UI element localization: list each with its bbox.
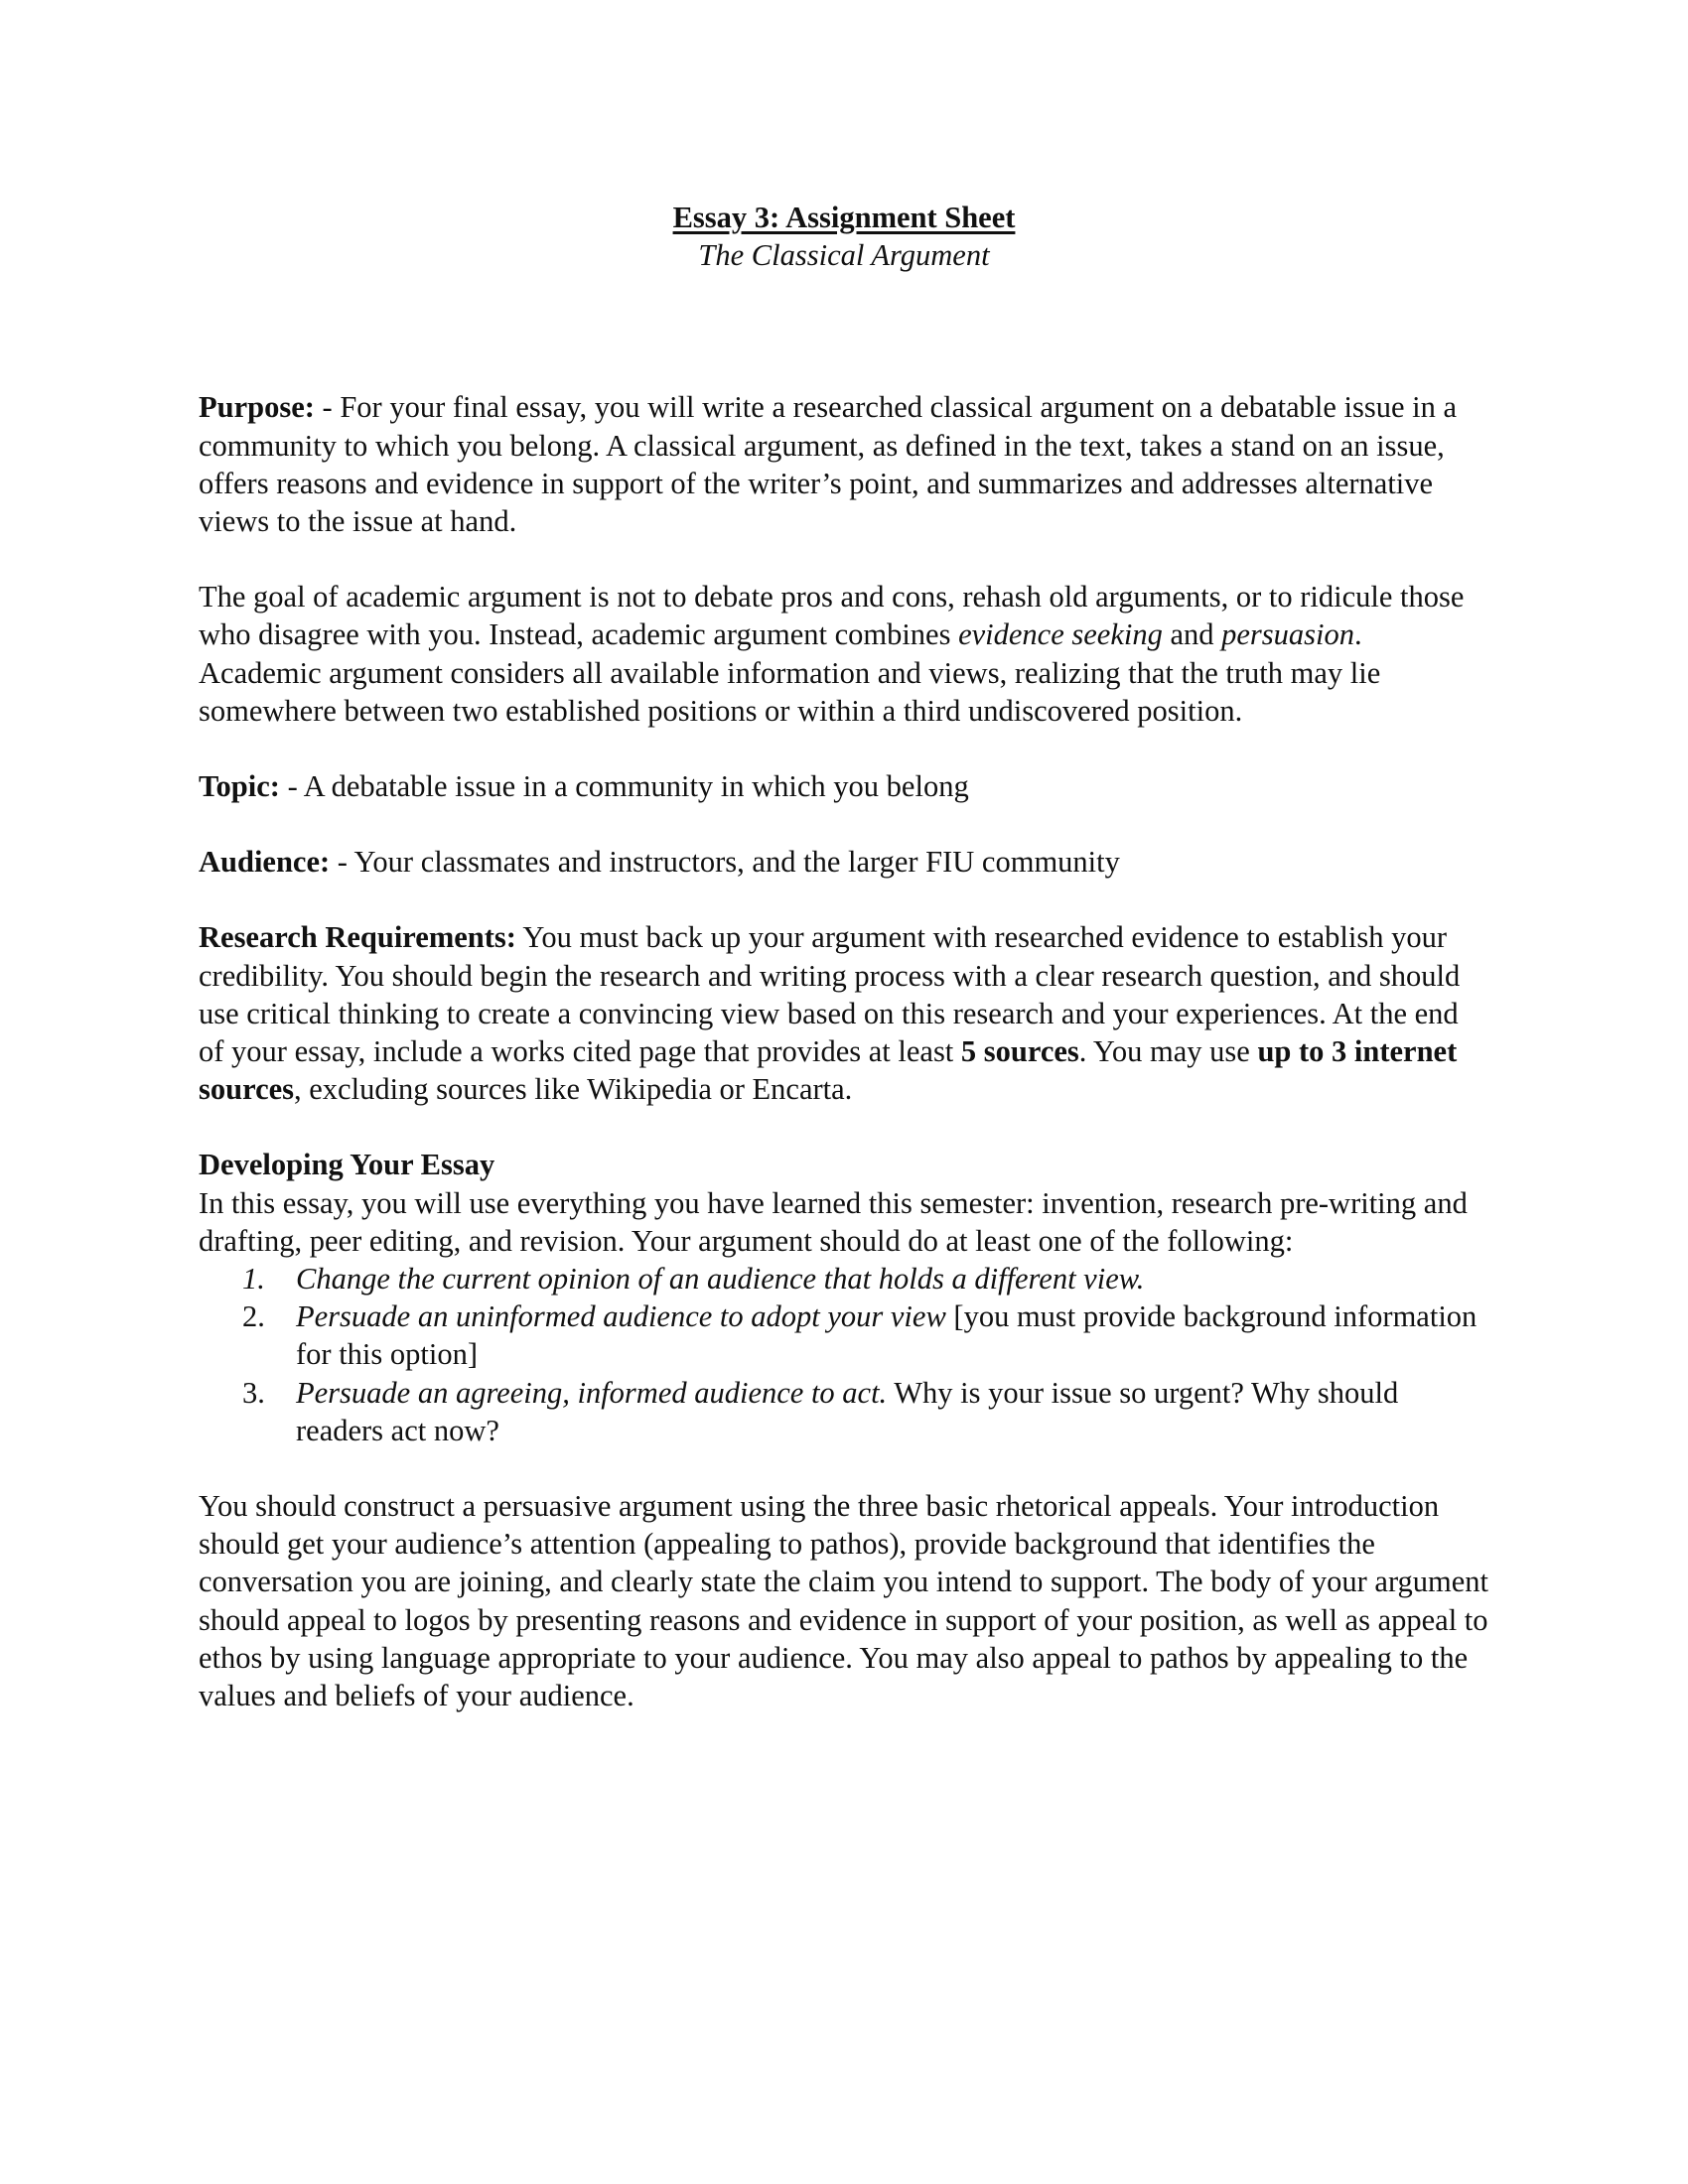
list-item-italic: Change the current opinion of an audience that holds a different view.	[296, 1262, 1145, 1297]
document-content	[199, 199, 1489, 1714]
research-text-3: , excluding sources like Wikipedia or Encarta.	[294, 1072, 853, 1107]
topic-text: - A debatable issue in a community in which you belong	[279, 769, 969, 804]
topic-label: Topic:	[199, 769, 280, 804]
options-list	[199, 1260, 1489, 1449]
developing-intro: In this essay, you will use everything you have learned this semester: invention, research pre-writing and drafting, peer editing, and revision. Your argument should do at least one of the following:	[199, 1185, 1468, 1258]
list-item-number: 1.	[242, 1262, 265, 1297]
purpose-text: - For your final essay, you will write a researched classical argument on a debatable issue in a community to which you belong. A classical argument, as defined in the text, takes a stand on an issue, offers reasons and evidence in support of the writer’s point, and summarizes and addresses alternative views to the issue at hand.	[199, 390, 1458, 539]
list-item	[199, 1297, 1489, 1373]
purpose-label: Purpose:	[199, 390, 315, 425]
title-block	[199, 199, 1489, 274]
research-text-1: You must back up your argument with researched evidence to establish your credibility. You should begin the research and writing process with a clear research question, and should use critical thinking to create a convincing view based on this research and your experiences. At the end of your essay, include a works cited page that provides at least	[199, 920, 1461, 1069]
purpose-paragraph	[199, 388, 1489, 540]
goal-emphasis-2: persuasion	[1221, 617, 1355, 652]
list-item-number: 2.	[242, 1299, 265, 1334]
list-item	[199, 1260, 1489, 1297]
list-item-italic: Persuade an uninformed audience to adopt your view	[296, 1299, 946, 1334]
developing-heading: Developing Your Essay	[199, 1148, 495, 1182]
audience-paragraph	[199, 843, 1489, 881]
research-bold-2: up to 3 internet sources	[199, 1034, 1458, 1107]
list-item	[199, 1374, 1489, 1449]
audience-label: Audience:	[199, 845, 331, 880]
research-paragraph	[199, 918, 1489, 1108]
list-item-number: 3.	[242, 1375, 265, 1410]
goal-paragraph	[199, 578, 1489, 730]
page-subtitle: The Classical Argument	[698, 238, 990, 273]
goal-emphasis-1: evidence seeking	[958, 617, 1163, 652]
list-item-text: [you must provide background information for this option]	[296, 1299, 1477, 1372]
research-text-2: . You may use	[1078, 1034, 1258, 1069]
list-item-italic: Persuade an agreeing, informed audience to act.	[296, 1375, 888, 1410]
research-label: Research Requirements:	[199, 920, 516, 955]
audience-text: - Your classmates and instructors, and the larger FIU community	[330, 845, 1120, 880]
page-title: Essay 3: Assignment Sheet	[672, 201, 1016, 234]
closing-paragraph: You should construct a persuasive argument using the three basic rhetorical appeals. Your introduction should get your audience’s attention (appealing to pathos), provide background that identifies the conversation you are joining, and clearly state the claim you intend to support. The body of your argument should appeal to logos by presenting reasons and evidence in support of your position, as well as appeal to ethos by using language appropriate to your audience. You may also appeal to pathos by appealing to the values and beliefs of your audience.	[199, 1489, 1489, 1713]
goal-text-2: and	[1162, 617, 1222, 652]
list-item-text: Why is your issue so urgent? Why should readers act now?	[296, 1375, 1399, 1447]
topic-paragraph	[199, 767, 1489, 805]
goal-text-3: . Academic argument considers all available information and views, realizing that the truth may lie somewhere between two established positions or within a third undiscovered position.	[199, 617, 1381, 728]
research-bold-1: 5 sources	[960, 1034, 1079, 1069]
goal-text-1: The goal of academic argument is not to debate pros and cons, rehash old arguments, or to ridicule those who disagree with you. Instead, academic argument combines	[199, 580, 1465, 652]
